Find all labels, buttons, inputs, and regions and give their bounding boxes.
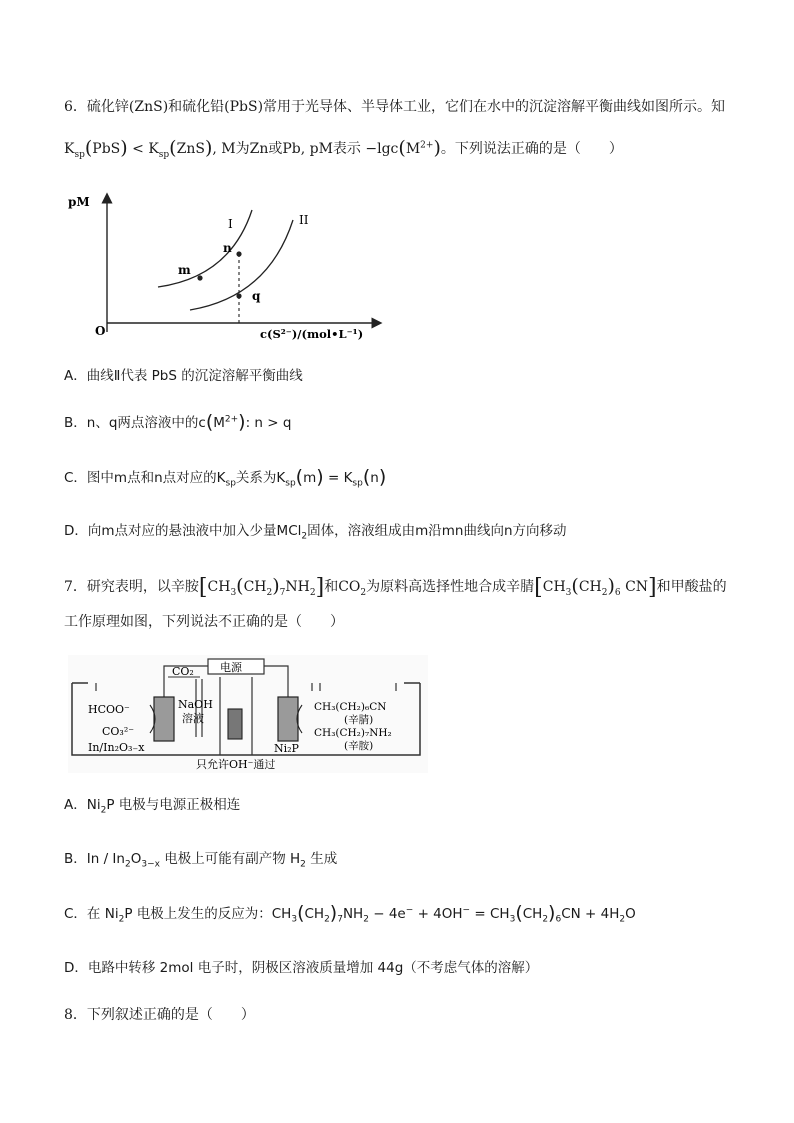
- point-q: [236, 293, 241, 298]
- naoh-label: NaOH: [178, 698, 213, 711]
- curve-I: [158, 210, 252, 287]
- co2-label: CO₂: [172, 665, 194, 678]
- in-electrode-label: In/In₂O₃₋x: [88, 741, 145, 754]
- q6-option-b: B．n、q两点溶液中的$c(M^{2+})$: n > q: [64, 411, 292, 433]
- point-m-label: m: [178, 263, 191, 277]
- x-axis-label: c(S²⁻)/(mol•L⁻¹): [260, 327, 364, 341]
- q6-stem-line1: 6．硫化锌(ZnS)和硫化铅(PbS)常用于光导体、半导体工业，它们在水中的沉淀溶解平衡曲线如图所示。知: [64, 99, 726, 115]
- q7-stem-line1: 7．研究表明，以辛胺$[CH_3(CH_2)_7NH_2]$和$CO_2$为原料高选择性地合成辛腈[$CH_3(CH_2)_6$ CN]和甲酸盐的: [64, 575, 727, 600]
- membrane: [228, 709, 242, 739]
- q8-stem-line1: 8．下列叙述正确的是（ ）: [64, 1007, 255, 1023]
- ni2p-label: Ni₂P: [274, 742, 299, 755]
- q7-diagram: [68, 655, 428, 773]
- q7-stem-line2: 工作原理如图，下列说法不正确的是（ ）: [64, 614, 344, 630]
- ni2p-electrode: [278, 697, 298, 741]
- solution-label: 溶液: [182, 712, 204, 725]
- hcoo-label: HCOO⁻: [88, 703, 130, 716]
- q6-option-d: D．向m点对应的悬浊液中加入少量MCl$_2$固体，溶液组成由m沿mn曲线向n方向移动: [64, 523, 567, 542]
- co3-label: CO₃²⁻: [102, 725, 135, 738]
- q6-option-c: C．图中m点和n点对应的$K_{sp}$关系为$K_{sp}(m) = K_{sp}(n)$: [64, 466, 387, 489]
- q7-option-c: C．在 $Ni_2P$ 电极上发生的反应为：$CH_3(CH_2)_7NH_2 - 4e^- + 4OH^- = CH_3(CH_2)_6CN + 4H_2O$: [64, 902, 636, 925]
- q6-option-a: A．曲线Ⅱ代表 PbS 的沉淀溶解平衡曲线: [64, 368, 303, 384]
- y-axis-label: pM: [68, 195, 90, 209]
- q7-option-d: D．电路中转移 2mol 电子时，阴极区溶液质量增加 44g（不考虑气体的溶解）: [64, 960, 539, 976]
- point-n: [236, 251, 241, 256]
- amine-label: CH₃(CH₂)₇NH₂: [314, 727, 392, 739]
- curve-I-label: I: [228, 217, 233, 231]
- membrane-label: 只允许OH⁻通过: [196, 758, 276, 771]
- point-q-label: q: [252, 289, 261, 303]
- in-electrode: [154, 697, 174, 741]
- q6-stem-line2: $K_{sp}(PbS) < K_{sp}(ZnS)$, M为Zn或Pb, pM表示 $-\lg c(M^{2+})$。下列说法正确的是（ ）: [64, 137, 623, 160]
- amine-name-label: (辛胺): [344, 740, 374, 752]
- origin-label: O: [95, 324, 106, 338]
- q7-option-b: B．In / $In_2O_{3-x}$ 电极上可能有副产物 $H_2$ 生成: [64, 851, 338, 870]
- nitrile-name-label: (辛腈): [344, 714, 374, 726]
- power-label: 电源: [220, 661, 242, 674]
- point-n-label: n: [223, 241, 232, 255]
- point-m: [197, 275, 202, 280]
- q7-option-a: A．$Ni_2P$ 电极与电源正极相连: [64, 797, 241, 816]
- curve-II-label: II: [299, 213, 309, 227]
- nitrile-label: CH₃(CH₂)₆CN: [314, 701, 387, 713]
- q6-chart: [68, 192, 380, 344]
